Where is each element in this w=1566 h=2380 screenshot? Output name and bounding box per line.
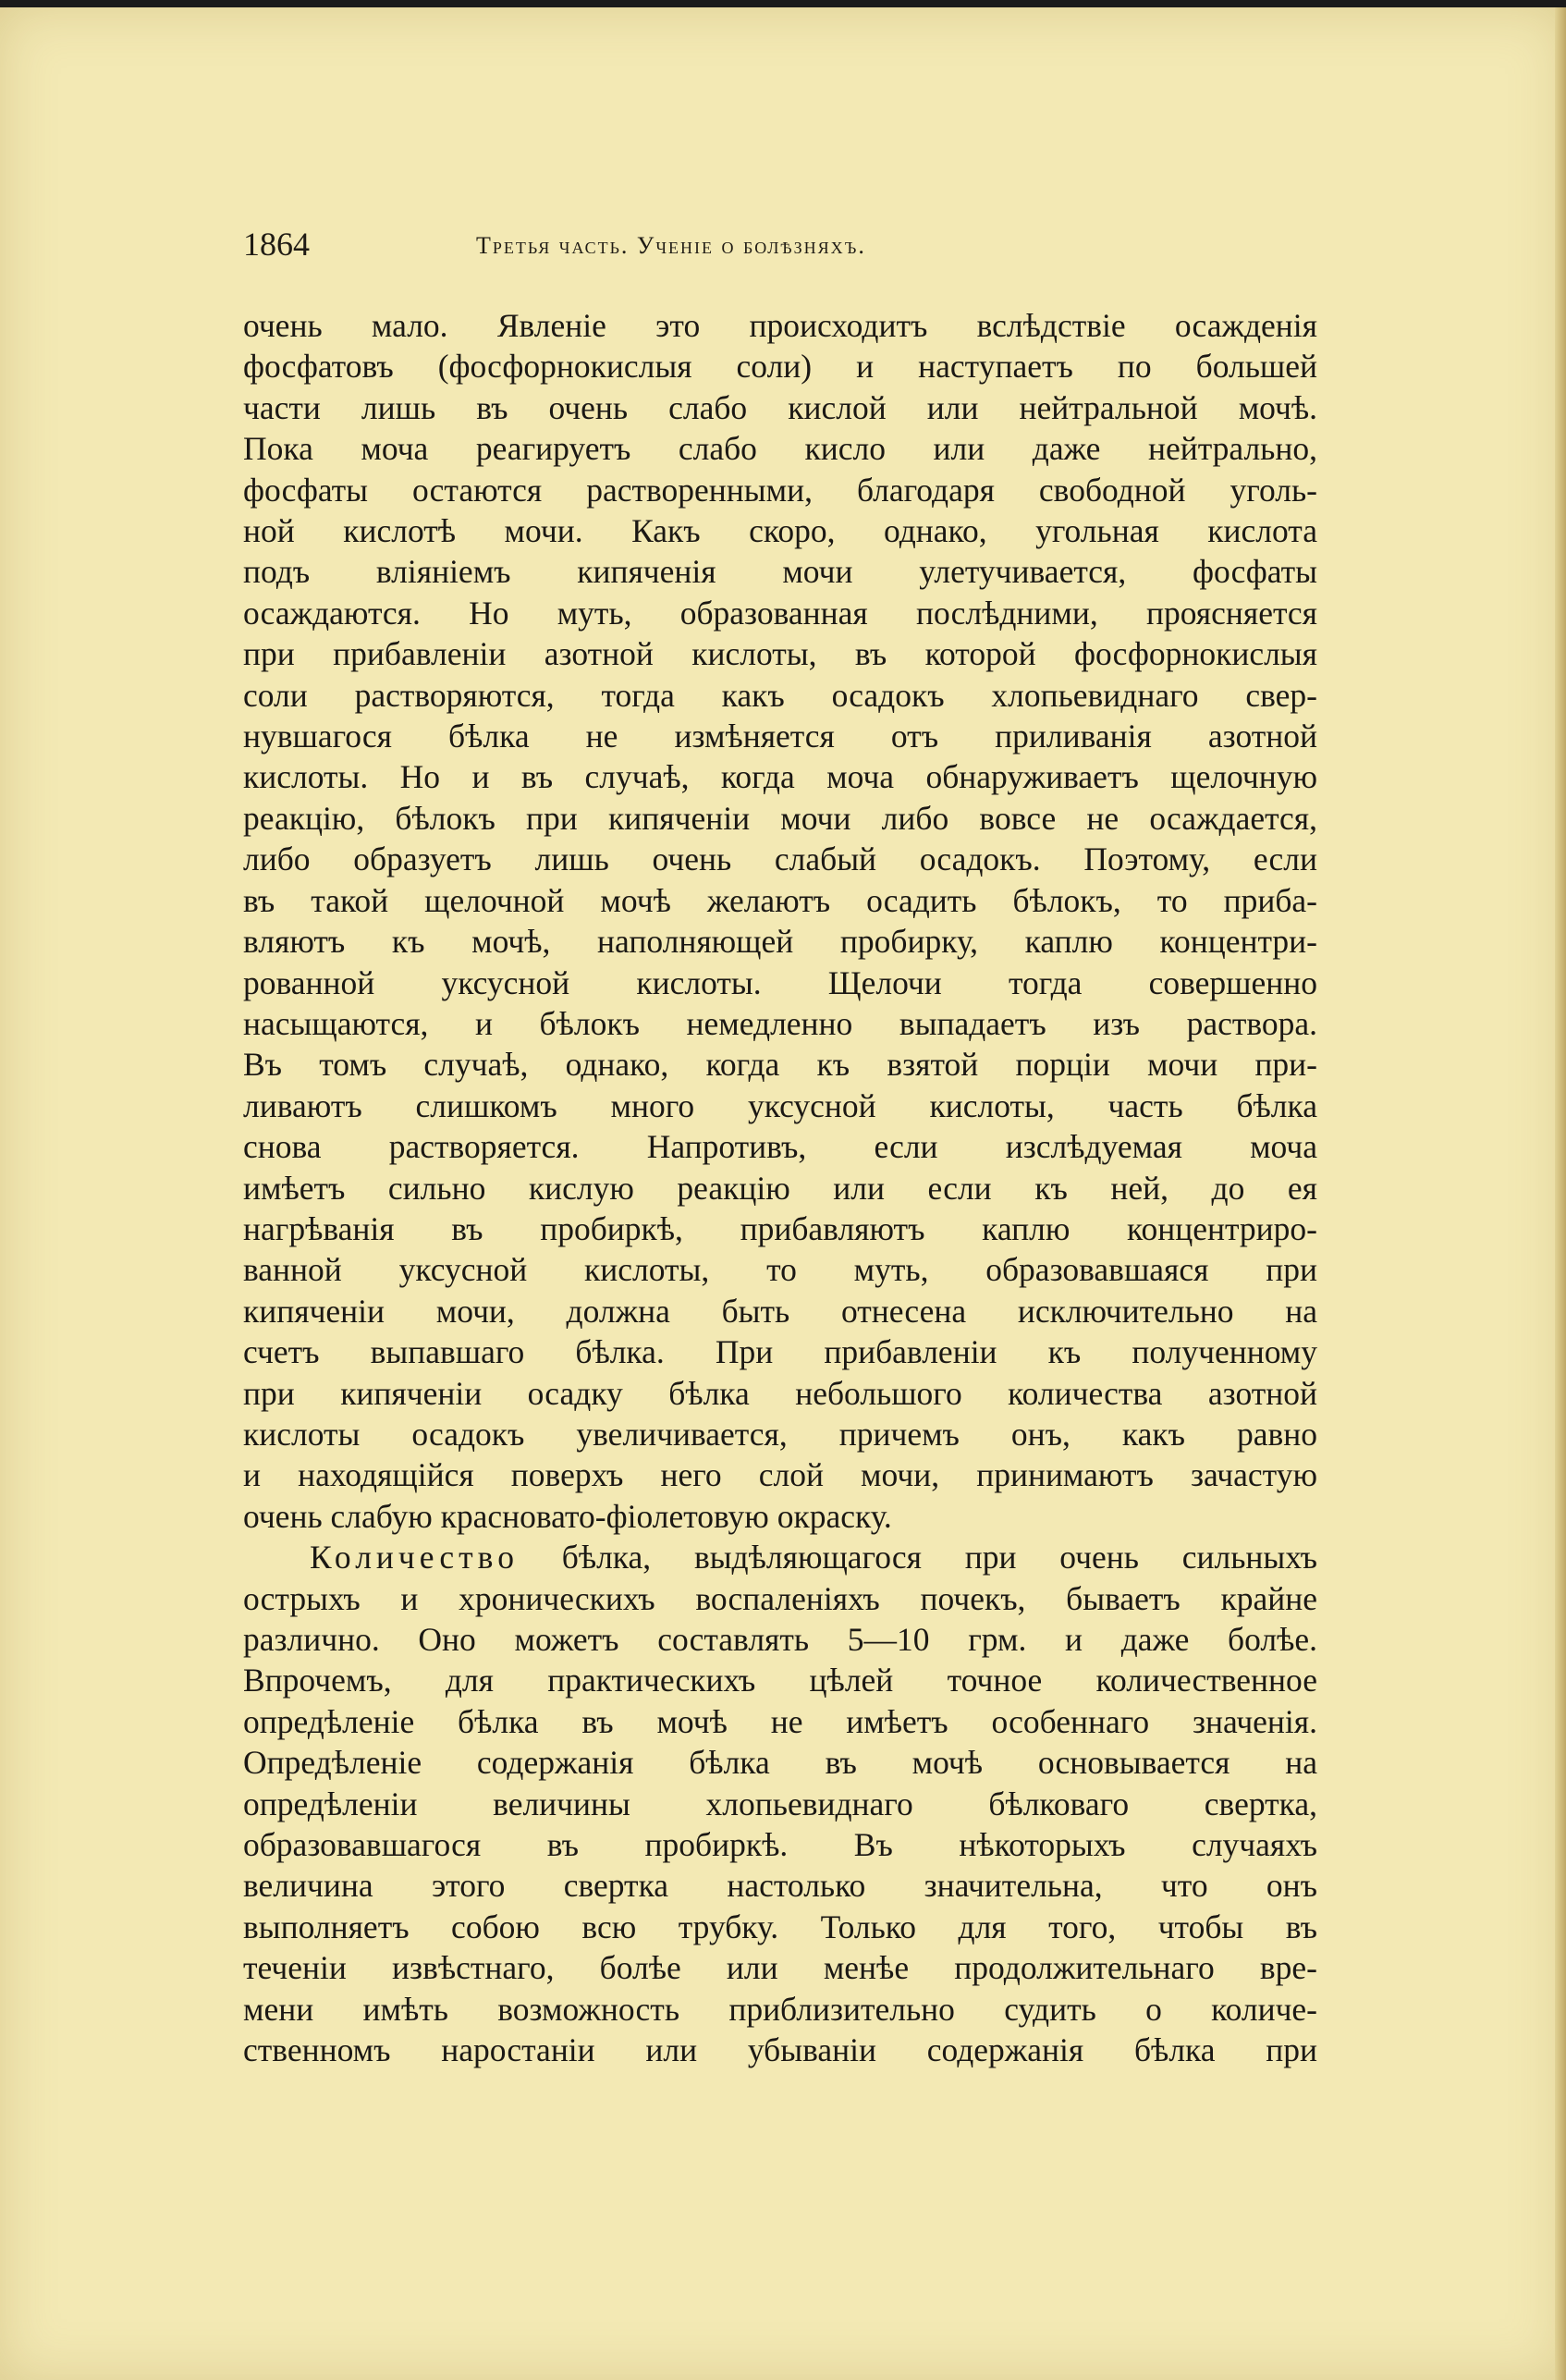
page-header	[243, 225, 1317, 271]
text-line: образовавшагося въ пробиркѣ. Въ нѣкоторыхъ случаяхъ	[243, 1826, 1317, 1864]
text-line: снова растворяется. Напротивъ, если изслѣдуемая моча	[243, 1128, 1317, 1166]
text-line: подъ вліяніемъ кипяченія мочи улетучивается, фосфаты	[243, 553, 1317, 591]
page-number: 1864	[243, 226, 310, 263]
text-line: вляютъ къ мочѣ, наполняющей пробирку, каплю концентри-	[243, 923, 1317, 961]
text-line: и находящійся поверхъ него слой мочи, принимаютъ зачастую	[243, 1456, 1317, 1494]
text-line: мени имѣть возможность приблизительно судить о количе-	[243, 1990, 1317, 2028]
text-line: счетъ выпавшаго бѣлка. При прибавленіи къ полученному	[243, 1333, 1317, 1371]
text-line: Пока моча реагируетъ слабо кисло или даже нейтрально,	[243, 430, 1317, 468]
text-line: различно. Оно можетъ составлять 5—10 грм. и даже болѣе.	[243, 1621, 1317, 1658]
text-line: величина этого свертка настолько значительна, что онъ	[243, 1867, 1317, 1905]
text-line: кислоты осадокъ увеличивается, причемъ онъ, какъ равно	[243, 1415, 1317, 1453]
body-text	[243, 305, 1317, 2070]
emphasized-word: Количество	[310, 1539, 519, 1576]
text-line	[243, 1537, 1317, 1577]
text-line: осаждаются. Но муть, образованная послѣдними, проясняется	[243, 594, 1317, 632]
text-line: части лишь въ очень слабо кислой или нейтральной мочѣ.	[243, 388, 1317, 426]
paragraph-2	[243, 1537, 1317, 2070]
text-line: либо образуетъ лишь очень слабый осадокъ. Поэтому, если	[243, 840, 1317, 878]
text-line: при кипяченіи осадку бѣлка небольшого количества азотной	[243, 1374, 1317, 1412]
text-line: очень мало. Явленіе это происходитъ вслѣдствіе осажденія	[243, 307, 1317, 344]
text-line: соли растворяются, тогда какъ осадокъ хлопьевиднаго свер-	[243, 676, 1317, 714]
text-line: ливаютъ слишкомъ много уксусной кислоты, часть бѣлка	[243, 1086, 1317, 1124]
text-line: кислоты. Но и въ случаѣ, когда моча обнаруживаетъ щелочную	[243, 758, 1317, 796]
text-line: очень слабую красновато-фіолетовую окраску.	[243, 1497, 892, 1535]
text-line: Въ томъ случаѣ, однако, когда къ взятой порціи мочи при-	[243, 1046, 1317, 1084]
text-line: имѣетъ сильно кислую реакцію или если къ ней, до ея	[243, 1169, 1317, 1207]
text-line: кипяченіи мочи, должна быть отнесена исключительно на	[243, 1292, 1317, 1330]
text-line: нагрѣванія въ пробиркѣ, прибавляютъ каплю концентриро-	[243, 1209, 1317, 1247]
text-line: опредѣленіи величины хлопьевиднаго бѣлковаго свертка,	[243, 1785, 1317, 1822]
text-line: въ такой щелочной мочѣ желаютъ осадить бѣлокъ, то приба-	[243, 881, 1317, 919]
book-page	[0, 7, 1566, 2380]
text-line: теченіи извѣстнаго, болѣе или менѣе продолжительнаго вре-	[243, 1949, 1317, 1987]
text-line: ной кислотѣ мочи. Какъ скоро, однако, угольная кислота	[243, 512, 1317, 550]
text-line: рованной уксусной кислоты. Щелочи тогда совершенно	[243, 963, 1317, 1001]
text-fragment: бѣлка, выдѣляющагося при очень сильныхъ	[518, 1539, 1317, 1576]
text-line: ственномъ наростаніи или убываніи содержанія бѣлка при	[243, 2031, 1317, 2069]
text-line: Впрочемъ, для практическихъ цѣлей точное количественное	[243, 1662, 1317, 1699]
text-line: острыхъ и хроническихъ воспаленіяхъ почекъ, бываетъ крайне	[243, 1579, 1317, 1617]
text-line: ванной уксусной кислоты, то муть, образовавшаяся при	[243, 1251, 1317, 1289]
text-line: фосфатовъ (фосфорнокислыя соли) и наступаетъ по большей	[243, 348, 1317, 386]
text-line: нувшагося бѣлка не измѣняется отъ приливанія азотной	[243, 718, 1317, 755]
text-line: при прибавленіи азотной кислоты, въ которой фосфорнокислыя	[243, 635, 1317, 673]
running-head: Третья часть. Ученіе о болѣзняхъ.	[476, 232, 866, 259]
text-line: насыщаются, и бѣлокъ немедленно выпадаетъ изъ раствора.	[243, 1004, 1317, 1042]
text-line: фосфаты остаются растворенными, благодаря свободной уголь-	[243, 471, 1317, 509]
text-line: Опредѣленіе содержанія бѣлка въ мочѣ основывается на	[243, 1744, 1317, 1782]
text-line: выполняетъ собою всю трубку. Только для того, чтобы въ	[243, 1908, 1317, 1945]
text-line: опредѣленіе бѣлка въ мочѣ не имѣетъ особеннаго значенія.	[243, 1702, 1317, 1740]
paragraph-1	[243, 305, 1317, 1537]
text-line: реакцію, бѣлокъ при кипяченіи мочи либо вовсе не осаждается,	[243, 799, 1317, 837]
page-edge	[1555, 7, 1566, 2380]
